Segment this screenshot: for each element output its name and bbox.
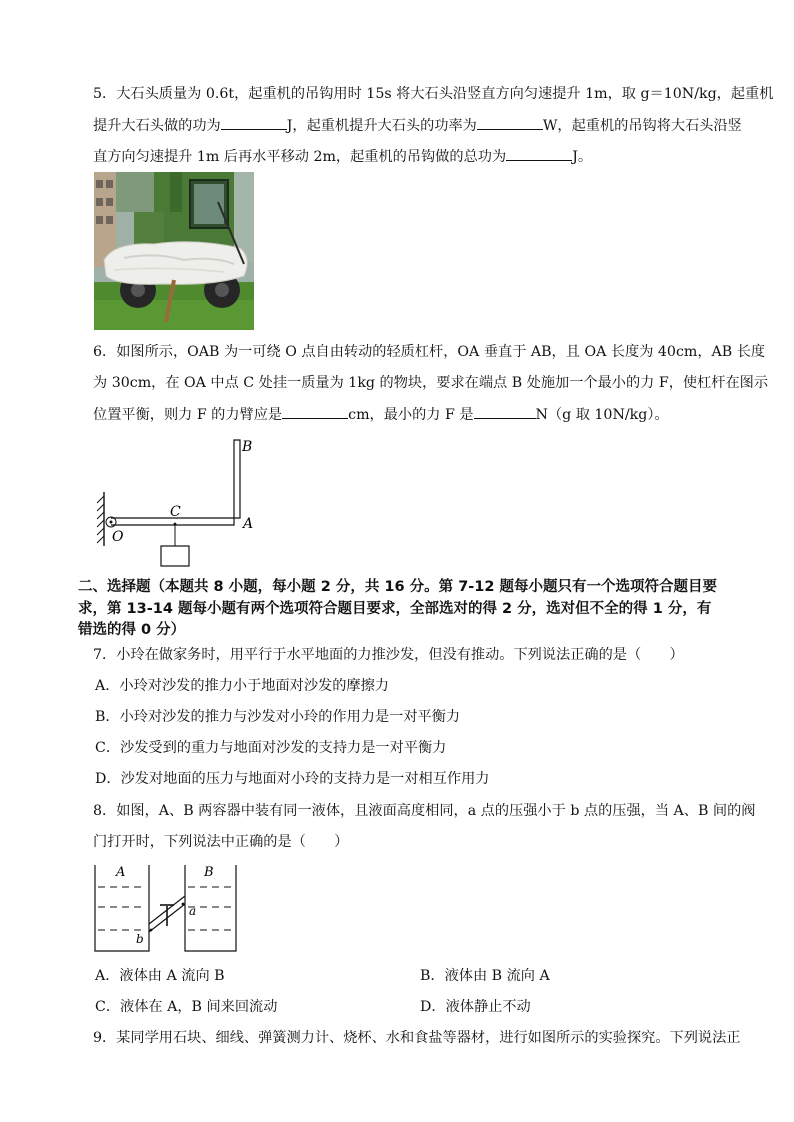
- q6-line-2: 为 30cm，在 OA 中点 C 处挂一质量为 1kg 的物块，要求在端点 B 处施加一个最小的力 F，使杠杆在图示: [93, 375, 769, 391]
- q5-line-1: 5．大石头质量为 0.6t，起重机的吊钩用时 15s 将大石头沿竖直方向匀速提升 1m，取 g＝10N/kg，起重机: [93, 86, 774, 102]
- label-b: B: [242, 439, 253, 455]
- q6-text: cm，最小的力 F 是: [348, 407, 474, 423]
- section-2-header-line-2: 求，第 13-14 题每小题有两个选项符合题目要求，全部选对的得 2 分，选对但不全的得 1 分，有: [78, 601, 712, 617]
- q7-stem: 7．小玲在做家务时，用平行于水平地面的力推沙发，但没有推动。下列说法正确的是（ ）: [93, 647, 684, 663]
- q8-option-a[interactable]: A．液体由 A 流向 B: [95, 968, 225, 984]
- section-2-header-line-3: 错选的得 0 分）: [78, 622, 186, 638]
- q8-option-c[interactable]: C．液体在 A，B 间来回流动: [95, 999, 278, 1015]
- q5-blank-power[interactable]: [477, 115, 543, 130]
- container-a-label: A: [116, 865, 126, 880]
- q5-text: J。: [572, 149, 593, 165]
- label-o: O: [112, 529, 124, 545]
- crane-photo: [94, 172, 254, 330]
- q6-line-1: 6．如图所示，OAB 为一可绕 O 点自由转动的轻质杠杆，OA 垂直于 AB，且 OA 长度为 40cm，AB 长度: [93, 344, 766, 360]
- q5-blank-total-work[interactable]: [506, 146, 572, 161]
- q8-line-2: 门打开时，下列说法中正确的是（ ）: [93, 834, 349, 850]
- q6-blank-min-force[interactable]: [474, 404, 536, 419]
- q5-line-2: [93, 115, 742, 136]
- q5-text: J，起重机提升大石头的功率为: [286, 118, 477, 134]
- q8-option-d[interactable]: D．液体静止不动: [420, 999, 531, 1015]
- q6-text: 位置平衡，则力 F 的力臂应是: [93, 407, 283, 423]
- point-b-label: b: [136, 932, 144, 946]
- container-b-label: B: [204, 865, 214, 880]
- point-a-label: a: [189, 904, 197, 918]
- q8-option-b[interactable]: B．液体由 B 流向 A: [420, 968, 550, 984]
- section-2-header-line-1: 二、选择题（本题共 8 小题，每小题 2 分，共 16 分。第 7-12 题每小题只有一个选项符合题目要: [78, 579, 718, 595]
- q7-option-b[interactable]: B．小玲对沙发的推力与沙发对小玲的作用力是一对平衡力: [95, 709, 461, 725]
- q5-text: 直方向匀速提升 1m 后再水平移动 2m，起重机的吊钩做的总功为: [93, 149, 507, 165]
- q5-line-3: [93, 146, 592, 167]
- containers-diagram: [92, 862, 240, 958]
- q7-option-a[interactable]: A．小玲对沙发的推力小于地面对沙发的摩擦力: [95, 678, 389, 694]
- q5-text: 提升大石头做的功为: [93, 118, 221, 134]
- q6-blank-lever-arm[interactable]: [282, 404, 348, 419]
- lever-diagram: [92, 436, 272, 570]
- q5-blank-work[interactable]: [221, 115, 287, 130]
- q5-text: W，起重机的吊钩将大石头沿竖: [542, 118, 742, 134]
- label-a: A: [243, 516, 254, 532]
- q8-line-1: 8．如图，A、B 两容器中装有同一液体，且液面高度相同，a 点的压强小于 b 点的压强，当 A、B 间的阀: [93, 803, 756, 819]
- q7-option-c[interactable]: C．沙发受到的重力与地面对沙发的支持力是一对平衡力: [95, 740, 447, 756]
- q7-option-d[interactable]: D．沙发对地面的压力与地面对小玲的支持力是一对相互作用力: [95, 771, 490, 787]
- q6-text: N（g 取 10N/kg）。: [535, 407, 669, 423]
- q6-line-3: [93, 404, 669, 425]
- label-c: C: [170, 504, 181, 520]
- q9-line-1: 9．某同学用石块、细线、弹簧测力计、烧杯、水和食盐等器材，进行如图所示的实验探究。下列说法正: [93, 1030, 741, 1046]
